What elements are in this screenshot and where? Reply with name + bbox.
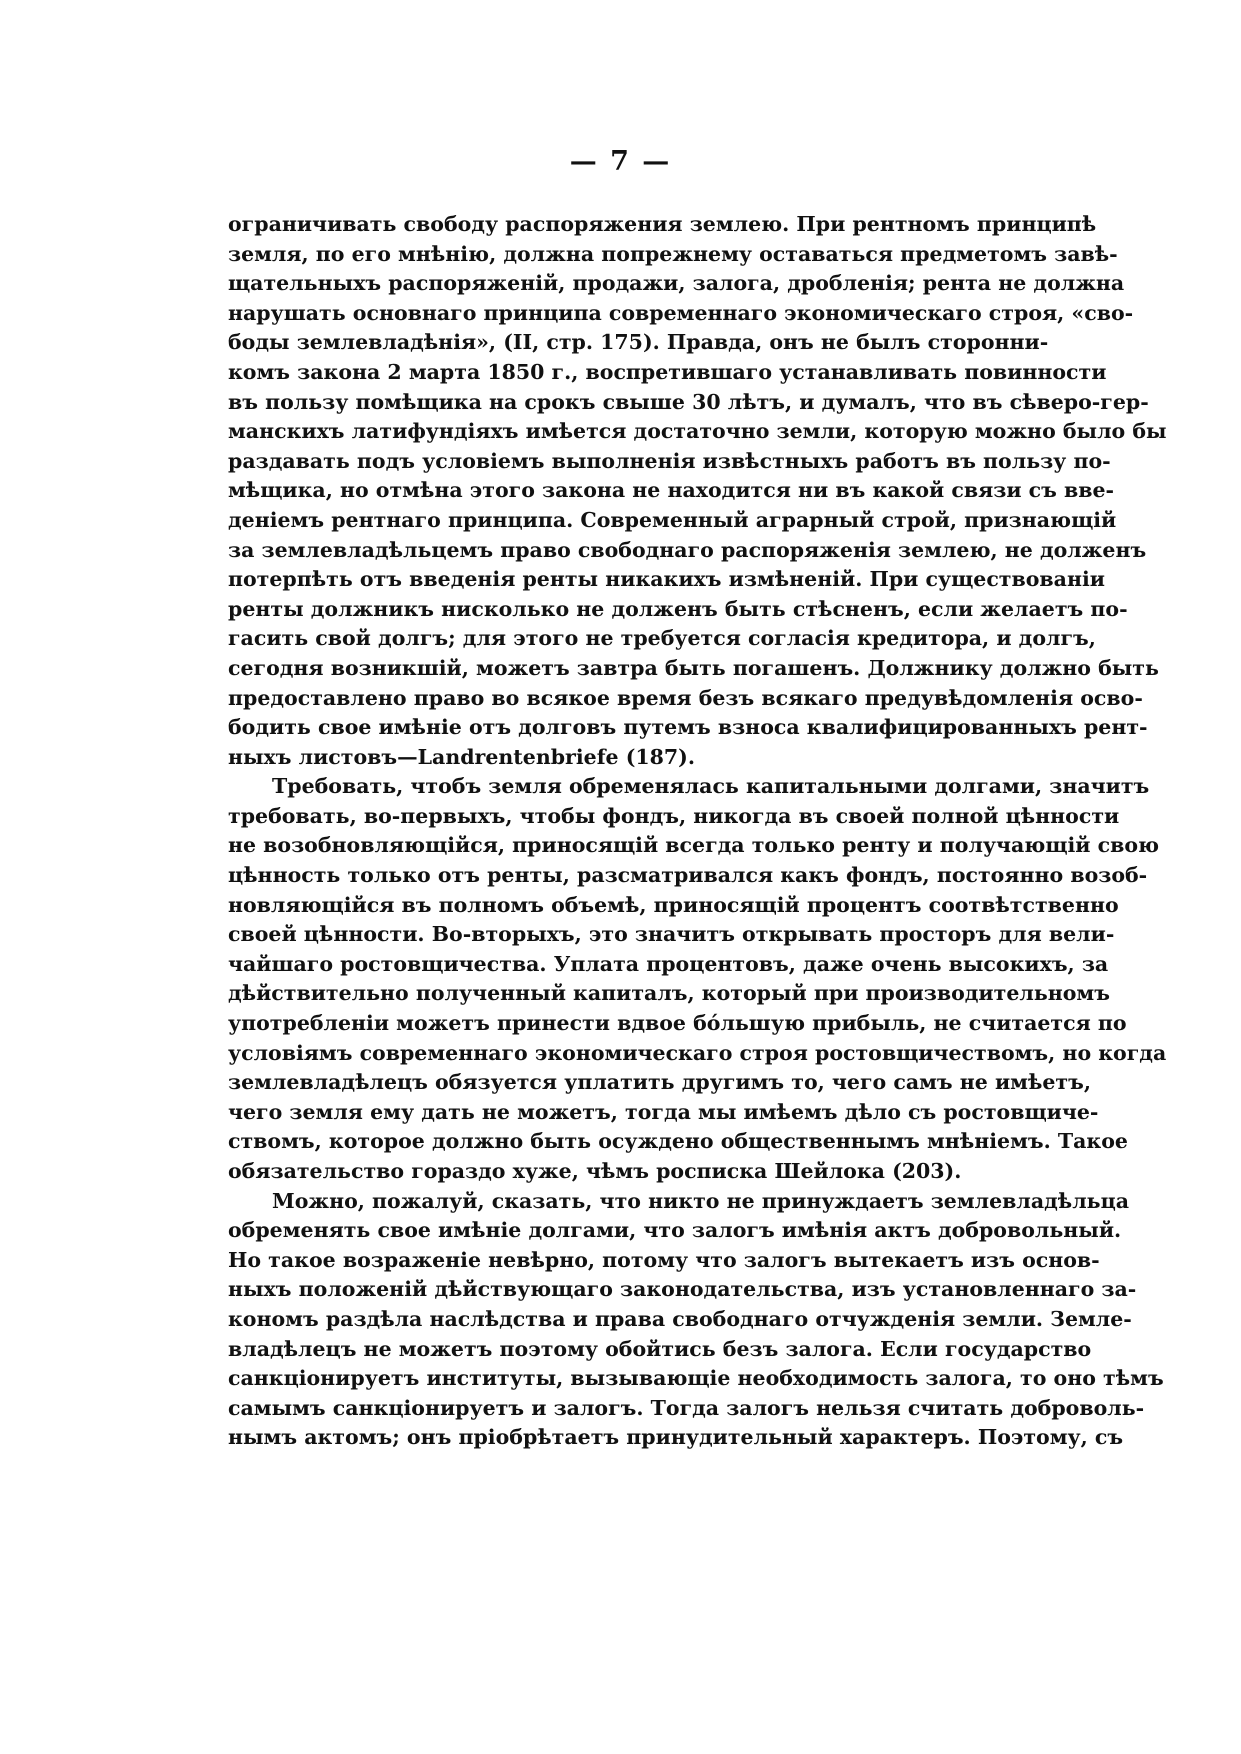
paragraph xyxy=(228,1187,1164,1453)
text-line: условіямъ современнаго экономическаго строя ростовщичествомъ, но когда xyxy=(228,1040,1167,1065)
text-line: боды землевладѣнія», (II, стр. 175). Правда, онъ не былъ сторонни- xyxy=(228,330,1049,355)
text-line: владѣлецъ не можетъ поэтому обойтись безъ залога. Если государство xyxy=(228,1336,1092,1361)
text-line: нымъ актомъ; онъ пріобрѣтаетъ принудительный характеръ. Поэтому, съ xyxy=(228,1425,1124,1450)
text-line: кономъ раздѣла наслѣдства и права свободнаго отчужденія земли. Земле- xyxy=(228,1306,1132,1331)
text-line: цѣнность только отъ ренты, разсматривался какъ фондъ, постоянно возоб- xyxy=(228,863,1148,888)
text-line: самымъ санкціонируетъ и залогъ. Тогда залогъ нельзя считать доброволь- xyxy=(228,1395,1145,1420)
text-line: Но такое возраженіе невѣрно, потому что залогъ вытекаетъ изъ основ- xyxy=(228,1247,1100,1272)
text-line: комъ закона 2 марта 1850 г., воспретившаго устанавливать повинности xyxy=(228,359,1107,384)
paragraph xyxy=(228,210,1167,772)
page-number: — 7 — xyxy=(569,146,672,177)
text-line: земля, по его мнѣнію, должна попрежнему оставаться предметомъ завѣ- xyxy=(228,241,1118,266)
text-line: не возобновляющійся, приносящій всегда только ренту и получающій свою xyxy=(228,833,1160,858)
text-line: гасить свой долгъ; для этого не требуется согласія кредитора, и долгъ, xyxy=(228,626,1096,651)
text-line: чайшаго ростовщичества. Уплата процентовъ, даже очень высокихъ, за xyxy=(228,951,1109,976)
text-line: мѣщика, но отмѣна этого закона не находится ни въ какой связи съ вве- xyxy=(228,478,1115,503)
text-line: требовать, во-первыхъ, чтобы фондъ, никогда въ своей полной цѣнности xyxy=(228,803,1120,828)
text-line: бодить свое имѣніе отъ долговъ путемъ взноса квалифицированныхъ рент- xyxy=(228,715,1148,740)
text-line: потерпѣть отъ введенія ренты никакихъ измѣненій. При существованіи xyxy=(228,567,1105,592)
text-line: землевладѣлецъ обязуется уплатить другимъ то, чего самъ не имѣетъ, xyxy=(228,1070,1092,1095)
text-line: щательныхъ распоряженій, продажи, залога, дробленія; рента не должна xyxy=(228,271,1125,296)
paragraph xyxy=(228,772,1167,1186)
text-line: за землевладѣльцемъ право свободнаго распоряженія землею, не долженъ xyxy=(228,537,1147,562)
text-line: нарушать основнаго принципа современнаго экономическаго строя, «сво- xyxy=(228,300,1134,325)
text-line: ныхъ листовъ—Landrentenbriefe (187). xyxy=(228,744,696,769)
text-line: употребленіи можетъ принести вдвое бо́льшую прибыль, не считается по xyxy=(228,1011,1127,1036)
text-line: обременять свое имѣніе долгами, что залогъ имѣнія актъ добровольный. xyxy=(228,1218,1122,1243)
text-line: ренты должникъ нисколько не долженъ быть стѣсненъ, если желаетъ по- xyxy=(228,596,1128,621)
text-line: Требовать, чтобъ земля обременялась капитальными долгами, значитъ xyxy=(272,774,1150,799)
text-line: раздавать подъ условіемъ выполненія извѣстныхъ работъ въ пользу по- xyxy=(228,448,1111,473)
text-line: своей цѣнности. Во-вторыхъ, это значитъ открывать просторъ для вели- xyxy=(228,922,1115,947)
text-line: деніемъ рентнаго принципа. Современный аграрный строй, признающій xyxy=(228,507,1117,532)
text-line: ныхъ положеній дѣйствующаго законодательства, изъ установленнаго за- xyxy=(228,1277,1137,1302)
text-line: новляющійся въ полномъ объемѣ, приносящій процентъ соотвѣтственно xyxy=(228,892,1119,917)
text-line: ствомъ, которое должно быть осуждено общественнымъ мнѣніемъ. Такое xyxy=(228,1129,1128,1154)
text-line: обязательство гораздо хуже, чѣмъ росписка Шейлока (203). xyxy=(228,1159,962,1183)
text-line: санкціонируетъ институты, вызывающіе необходимость залога, то оно тѣмъ xyxy=(228,1366,1164,1391)
text-line: манскихъ латифундіяхъ имѣется достаточно земли, которую можно было бы xyxy=(228,419,1167,444)
text-line: чего земля ему дать не можетъ, тогда мы имѣемъ дѣло съ ростовщиче- xyxy=(228,1099,1099,1124)
text-line: Можно, пожалуй, сказать, что никто не принуждаетъ землевладѣльца xyxy=(272,1188,1129,1213)
text-line: въ пользу помѣщика на срокъ свыше 30 лѣтъ, и думалъ, что въ сѣверо-гер- xyxy=(228,389,1149,414)
text-line: дѣйствительно полученный капиталъ, который при производительномъ xyxy=(228,981,1110,1006)
text-line: ограничивать свободу распоряжения землею. При рентномъ принципѣ xyxy=(228,212,1097,236)
text-line: сегодня возникшій, можетъ завтра быть погашенъ. Должнику должно быть xyxy=(228,655,1159,680)
body-text xyxy=(228,210,1167,1453)
text-line: предоставлено право во всякое время безъ всякаго предувѣдомленія осво- xyxy=(228,685,1143,710)
